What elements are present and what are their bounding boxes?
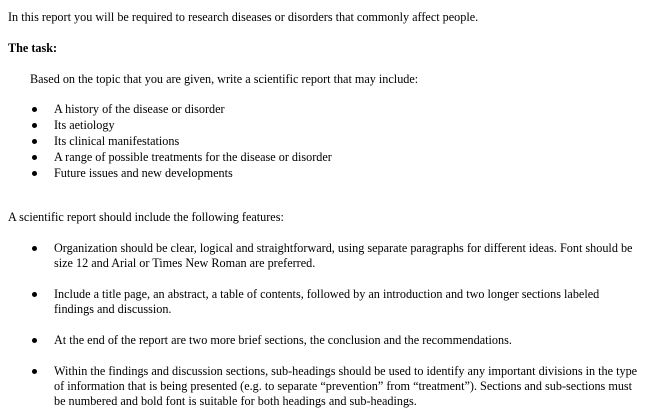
list-item-text: Organization should be clear, logical and straightforward, using separate paragraphs for different ideas. Font should be size 12 and Arial or Times New Roman are preferred. (54, 241, 633, 270)
bullet-icon (32, 139, 37, 144)
list-item-text: Its clinical manifestations (54, 134, 180, 148)
task-prompt: Based on the topic that you are given, write a scientific report that may include: (30, 72, 419, 86)
list-item-text: A range of possible treatments for the disease or disorder (54, 150, 332, 164)
features-heading: A scientific report should include the following features: (8, 210, 284, 224)
bullet-icon (32, 292, 37, 297)
bullet-icon (32, 123, 37, 128)
bullet-icon (32, 171, 37, 176)
bullet-icon (32, 338, 37, 343)
list-item-text: At the end of the report are two more brief sections, the conclusion and the recommendations. (54, 333, 512, 347)
bullet-icon (32, 246, 37, 251)
intro-paragraph: In this report you will be required to research diseases or disorders that commonly affect people. (8, 10, 479, 24)
bullet-icon (32, 155, 37, 160)
list-item-text: Within the findings and discussion sections, sub-headings should be used to identify any important divisions in the type of information that is being presented (e.g. to separate “prevention” from “treatment”). Sections and sub-sections must be numbered and bold font is suitable for both headings and sub-headings. (54, 364, 638, 408)
task-heading: The task: (8, 41, 58, 55)
list-item-text: Future issues and new developments (54, 166, 233, 180)
bullet-icon (32, 369, 37, 374)
list-item-text: Its aetiology (54, 118, 115, 132)
list-item-text: Include a title page, an abstract, a table of contents, followed by an introduction and two longer sections labeled findings and discussion. (54, 287, 600, 316)
list-item-text: A history of the disease or disorder (54, 102, 225, 116)
bullet-icon (32, 107, 37, 112)
